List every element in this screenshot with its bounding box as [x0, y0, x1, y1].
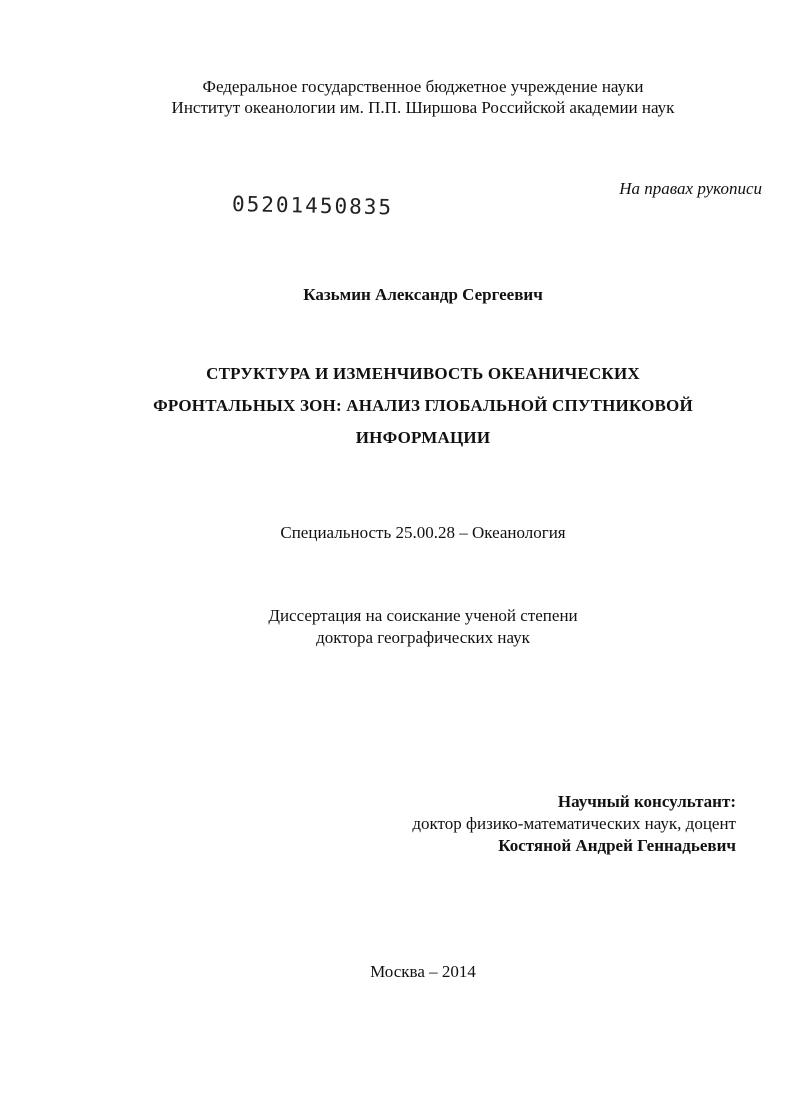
- institution-line-2: Институт океанологии им. П.П. Ширшова Российской академии наук: [171, 98, 675, 117]
- author-name: Казьмин Александр Сергеевич: [303, 285, 543, 304]
- consultant-name: Костяной Андрей Геннадьевич: [498, 836, 736, 855]
- institution-line-1: Федеральное государственное бюджетное учреждение науки: [202, 77, 644, 96]
- consultant-credentials: доктор физико-математических наук, доцент: [412, 814, 736, 833]
- title-line-3: ИНФОРМАЦИИ: [355, 428, 491, 447]
- degree-line-1: Диссертация на соискание ученой степени: [268, 606, 578, 625]
- manuscript-note: На правах рукописи: [619, 179, 762, 198]
- specialty: Специальность 25.00.28 – Океанология: [280, 523, 566, 542]
- registration-number-stamp: 05201450835: [231, 192, 394, 220]
- title-line-2: ФРОНТАЛЬНЫХ ЗОН: АНАЛИЗ ГЛОБАЛЬНОЙ СПУТНИКОВОЙ: [153, 396, 693, 415]
- title-line-1: СТРУКТУРА И ИЗМЕНЧИВОСТЬ ОКЕАНИЧЕСКИХ: [206, 364, 640, 383]
- city-year: Москва – 2014: [370, 962, 476, 981]
- consultant-heading: Научный консультант:: [557, 792, 736, 811]
- degree-line-2: доктора географических наук: [316, 628, 530, 647]
